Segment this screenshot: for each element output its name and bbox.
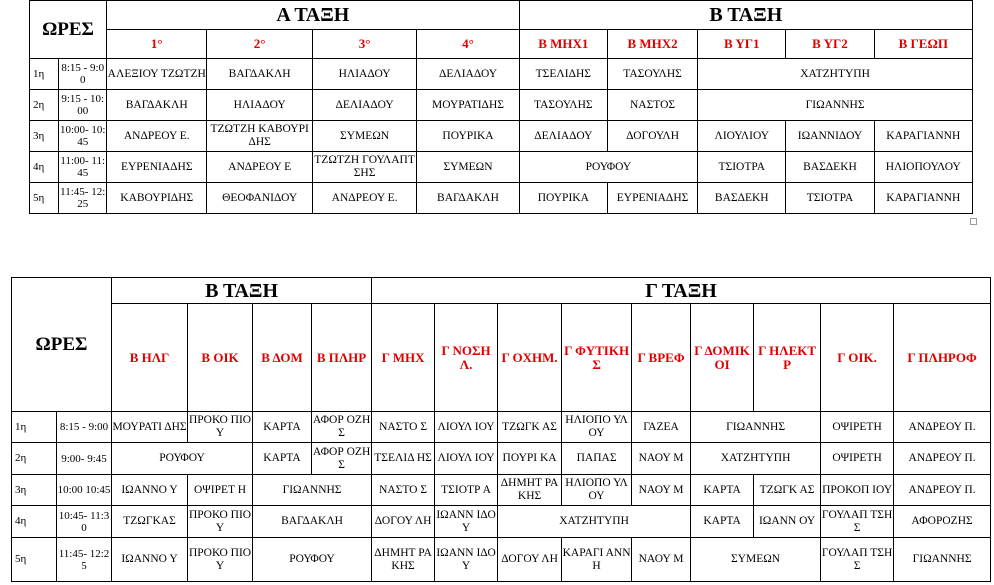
section-header: Β ΔΟΜ (253, 304, 312, 412)
table-cell: ΡΟΥΦΟΥ (519, 152, 697, 183)
schedule-table-top (29, 0, 973, 214)
section-header: Β ΟΙΚ (188, 304, 253, 412)
table-row (12, 412, 991, 443)
section-header: Γ ΜΗΧ (372, 304, 435, 412)
table-cell: ΓΙΩΑΝΝΗΣ (894, 538, 991, 582)
period-time: 8:15 - 9:00 (59, 59, 107, 90)
table-cell: ΙΩΑΝΝΙΔΟΥ (786, 121, 874, 152)
table-cell: ΑΝΔΡΕΟΥ Π. (894, 412, 991, 443)
table-cell: ΔΕΛΙΑΔΟΥ (417, 59, 519, 90)
table-row (30, 90, 973, 121)
class-b-header: Β ΤΑΞΗ (112, 278, 372, 304)
table-cell: ΚΑΡΤΑ (691, 506, 754, 538)
table-cell: ΑΝΔΡΕΟΥ Ε. (312, 183, 416, 214)
table-cell: ΚΑΡΤΑ (691, 475, 754, 506)
table-cell: ΙΩΑΝΝΟ Υ (112, 538, 188, 582)
table-cell: ΑΝΔΡΕΟΥ Ε (207, 152, 312, 183)
table-row (12, 538, 991, 582)
table-cell: ΔΗΜΗΤ ΡΑΚΗΣ (498, 475, 562, 506)
table-cell: ΗΛΙΑΔΟΥ (312, 59, 416, 90)
table-cell: ΑΦΟΡ ΟΖΗΣ (312, 412, 372, 443)
table-cell: ΠΑΠΑΣ (562, 443, 632, 475)
period-number: 2η (30, 90, 59, 121)
section-header: Γ ΔΟΜΙΚ ΟΙ (691, 304, 754, 412)
table-cell: ΝΑΣΤΟ Σ (372, 412, 435, 443)
table-cell: ΔΗΜΗΤ ΡΑΚΗΣ (372, 538, 435, 582)
table-cell: ΔΟΓΟΥ ΛΗ (372, 506, 435, 538)
period-time: 8:15 - 9:00 (57, 412, 112, 443)
table-cell: ΓΙΩΑΝΝΗΣ (698, 90, 973, 121)
table-cell: ΛΙΟΥΛ ΙΟΥ (435, 443, 498, 475)
table-cell: ΑΝΔΡΕΟΥ Π. (894, 475, 991, 506)
table-cell: ΤΖΩΓΚ ΑΣ (498, 412, 562, 443)
table-cell: ΘΕΟΦΑΝΙΔΟΥ (207, 183, 312, 214)
table-cell: ΙΩΑΝΝ ΟΥ (754, 506, 821, 538)
period-number: 1η (30, 59, 59, 90)
table-cell: ΑΦΟΡ ΟΖΗΣ (312, 443, 372, 475)
table-cell: ΙΩΑΝΝ ΙΔΟΥ (435, 506, 498, 538)
section-header: Β ΥΓ1 (698, 30, 786, 59)
table-cell: ΠΟΥΡΙΚΑ (417, 121, 519, 152)
period-number: 1η (12, 412, 57, 443)
class-g-header: Γ ΤΑΞΗ (372, 278, 991, 304)
period-number: 3η (12, 475, 57, 506)
period-number: 2η (12, 443, 57, 475)
table-cell: ΑΝΔΡΕΟΥ Ε. (107, 121, 207, 152)
table-row (12, 443, 991, 475)
table-cell: ΚΑΡΑΓΙΑΝΝΗ (874, 183, 972, 214)
table-cell: ΠΟΥΡΙ ΚΑ (498, 443, 562, 475)
table-row (12, 475, 991, 506)
table-cell: ΗΛΙΟΠΟ ΥΛΟΥ (562, 475, 632, 506)
table-cell: ΠΟΥΡΙΚΑ (519, 183, 607, 214)
table-cell: ΗΛΙΟΠΟΥΛΟΥ (874, 152, 972, 183)
section-header: Β ΓΕΩΠ (874, 30, 972, 59)
table-cell: ΟΨΙΡΕΤΗ (821, 443, 894, 475)
table-cell: ΔΕΛΙΑΔΟΥ (519, 121, 607, 152)
period-time: 11:00- 11:45 (59, 152, 107, 183)
table-cell: ΑΛΕΞΙΟΥ ΤΖΩΤΖΗ (107, 59, 207, 90)
table-cell: ΙΩΑΝΝ ΙΔΟΥ (435, 538, 498, 582)
table-cell: ΧΑΤΖΗΤΥΠΗ (498, 506, 691, 538)
section-header: Γ ΒΡΕΦ (632, 304, 691, 412)
table-cell: ΗΛΙΟΠΟ ΥΛΟΥ (562, 412, 632, 443)
period-time: 11:45- 12:25 (59, 183, 107, 214)
table-cell: ΚΑΡΤΑ (253, 443, 312, 475)
table-cell: ΜΟΥΡΑΤΙΔΗΣ (417, 90, 519, 121)
section-header: Γ ΟΧΗΜ. (498, 304, 562, 412)
table-cell: ΡΟΥΦΟΥ (112, 443, 253, 475)
table-cell: ΤΣΙΟΤΡΑ (698, 152, 786, 183)
period-number: 5η (12, 538, 57, 582)
table-cell: ΚΑΡΑΓΙ ΑΝΝΗ (562, 538, 632, 582)
table-cell: ΑΦΟΡΟΖΗΣ (894, 506, 991, 538)
table-cell: ΤΣΙΟΤΡΑ (786, 183, 874, 214)
period-number: 3η (30, 121, 59, 152)
table-cell: ΒΑΓΔΑΚΛΗ (107, 90, 207, 121)
table-cell: ΒΑΓΔΑΚΛΗ (207, 59, 312, 90)
period-number: 5η (30, 183, 59, 214)
period-time: 10:00 10:45 (57, 475, 112, 506)
table-cell: ΗΛΙΑΔΟΥ (207, 90, 312, 121)
table-cell: ΧΑΤΖΗΤΥΠΗ (698, 59, 973, 90)
table-row (30, 121, 973, 152)
table-cell: ΝΑΟΥ Μ (632, 475, 691, 506)
table-cell: ΒΑΣΔΕΚΗ (698, 183, 786, 214)
table-cell: ΜΟΥΡΑΤΙ ΔΗΣ (112, 412, 188, 443)
table-cell: ΔΕΛΙΑΔΟΥ (312, 90, 416, 121)
table-cell: ΝΑΣΤΟ Σ (372, 475, 435, 506)
table-cell: ΒΑΓΔΑΚΛΗ (417, 183, 519, 214)
table-cell: ΤΣΕΛΙΔΗΣ (519, 59, 607, 90)
period-number: 4η (30, 152, 59, 183)
table-cell: ΣΥΜΕΩΝ (691, 538, 821, 582)
table-cell: ΤΖΩΤΖΗ ΚΑΒΟΥΡΙΔΗΣ (207, 121, 312, 152)
table-cell: ΓΟΥΛΑΠ ΤΣΗΣ (821, 538, 894, 582)
table-row (30, 152, 973, 183)
table-cell: ΙΩΑΝΝΟ Υ (112, 475, 188, 506)
table-cell: ΤΖΩΤΖΗ ΓΟΥΛΑΠΤΣΗΣ (312, 152, 416, 183)
period-time: 11:45- 12:25 (57, 538, 112, 582)
section-header: Β ΗΛΓ (112, 304, 188, 412)
section-header: Γ ΟΙΚ. (821, 304, 894, 412)
table-cell: ΧΑΤΖΗΤΥΠΗ (691, 443, 821, 475)
table-cell: ΓΙΩΑΝΝΗΣ (253, 475, 372, 506)
section-header: Γ ΠΛΗΡΟΦ (894, 304, 991, 412)
table-cell: ΓΑΖΕΑ (632, 412, 691, 443)
table-cell: ΣΥΜΕΩΝ (312, 121, 416, 152)
table-cell: ΣΥΜΕΩΝ (417, 152, 519, 183)
table-cell: ΟΨΙΡΕΤΗ (821, 412, 894, 443)
schedule-table-bottom (11, 277, 991, 582)
table-cell: ΝΑΟΥ Μ (632, 443, 691, 475)
table-cell: ΤΖΩΓΚ ΑΣ (754, 475, 821, 506)
table-cell: ΒΑΓΔΑΚΛΗ (253, 506, 372, 538)
table-cell: ΤΖΩΓΚΑΣ (112, 506, 188, 538)
section-header: Β ΜΗΧ2 (607, 30, 697, 59)
hours-header: ΩΡΕΣ (30, 1, 107, 59)
hours-header: ΩΡΕΣ (12, 278, 112, 412)
class-a-header: Α ΤΑΞΗ (107, 1, 520, 30)
table-cell: ΤΣΙΟΤΡ Α (435, 475, 498, 506)
table-cell: ΚΑΡΑΓΙΑΝΝΗ (874, 121, 972, 152)
table-cell: ΠΡΟΚΟ ΠΙΟΥ (188, 506, 253, 538)
table-cell: ΠΡΟΚΟ ΠΙΟΥ (188, 538, 253, 582)
section-header: Β ΠΛΗΡ (312, 304, 372, 412)
period-time: 9:15 - 10:00 (59, 90, 107, 121)
section-header: Γ ΦΥΤΙΚΗ Σ (562, 304, 632, 412)
section-header: Γ ΗΛΕΚΤ Ρ (754, 304, 821, 412)
table-row (12, 506, 991, 538)
table-cell: ΝΑΣΤΟΣ (607, 90, 697, 121)
table-cell: ΛΙΟΥΛΙΟΥ (698, 121, 786, 152)
table-cell: ΤΣΕΛΙΔ ΗΣ (372, 443, 435, 475)
period-time: 10:00- 10:45 (59, 121, 107, 152)
table-resize-handle (970, 218, 977, 225)
section-header: Β ΥΓ2 (786, 30, 874, 59)
period-time: 10:45- 11:30 (57, 506, 112, 538)
table-row (30, 59, 973, 90)
table-cell: ΠΡΟΚΟΠ ΙΟΥ (821, 475, 894, 506)
section-header: 2° (207, 30, 312, 59)
section-header: Γ ΝΟΣΗ Λ. (435, 304, 498, 412)
table-cell: ΚΑΡΤΑ (253, 412, 312, 443)
class-b-header: Β ΤΑΞΗ (519, 1, 972, 30)
table-cell: ΑΝΔΡΕΟΥ Π. (894, 443, 991, 475)
table-cell: ΔΟΓΟΥ ΛΗ (498, 538, 562, 582)
table-cell: ΒΑΣΔΕΚΗ (786, 152, 874, 183)
table-cell: ΚΑΒΟΥΡΙΔΗΣ (107, 183, 207, 214)
section-header: Β ΜΗΧ1 (519, 30, 607, 59)
table-cell: ΡΟΥΦΟΥ (253, 538, 372, 582)
period-number: 4η (12, 506, 57, 538)
table-cell: ΕΥΡΕΝΙΑΔΗΣ (107, 152, 207, 183)
section-header: 3° (312, 30, 416, 59)
table-cell: ΤΑΣΟΥΛΗΣ (519, 90, 607, 121)
period-time: 9:00- 9:45 (57, 443, 112, 475)
table-cell: ΓΟΥΛΑΠ ΤΣΗΣ (821, 506, 894, 538)
table-cell: ΔΟΓΟΥΛΗ (607, 121, 697, 152)
table-cell: ΤΑΣΟΥΛΗΣ (607, 59, 697, 90)
table-cell: ΠΡΟΚΟ ΠΙΟΥ (188, 412, 253, 443)
table-cell: ΟΨΙΡΕΤ Η (188, 475, 253, 506)
section-header: 4° (417, 30, 519, 59)
table-row (30, 183, 973, 214)
table-cell: ΓΙΩΑΝΝΗΣ (691, 412, 821, 443)
table-cell: ΝΑΟΥ Μ (632, 538, 691, 582)
table-cell: ΛΙΟΥΛ ΙΟΥ (435, 412, 498, 443)
table-cell: ΕΥΡΕΝΙΑΔΗΣ (607, 183, 697, 214)
section-header: 1° (107, 30, 207, 59)
